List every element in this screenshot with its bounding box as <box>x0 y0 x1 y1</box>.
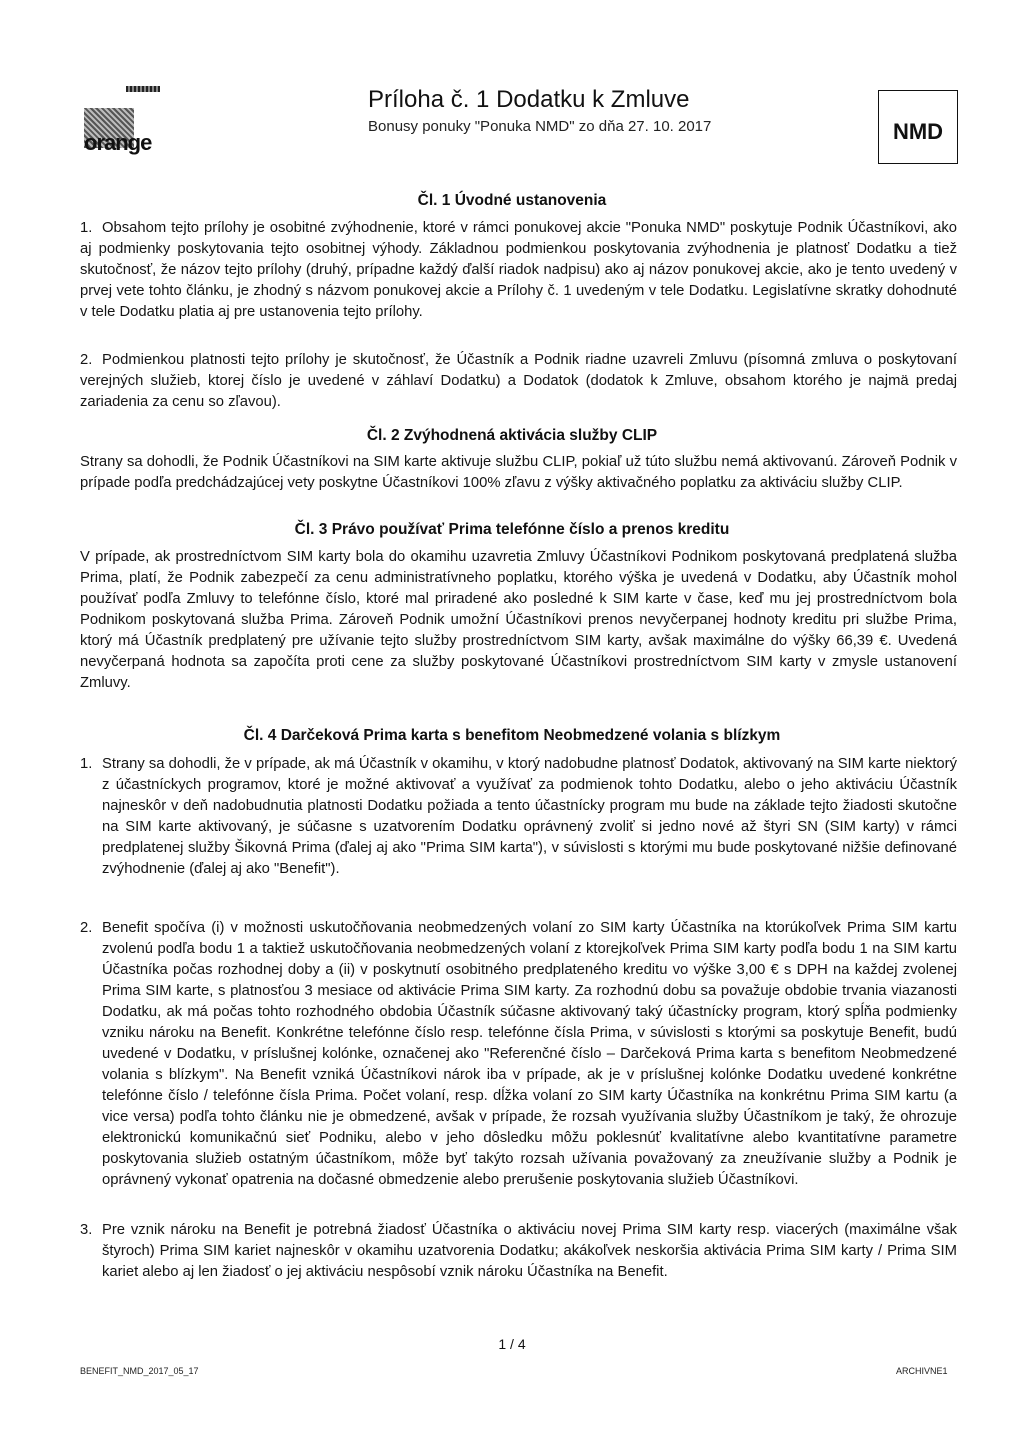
item-number: 1. <box>80 756 93 772</box>
item-text: Obsahom tejto prílohy je osobitné zvýhodnenie, ktoré v rámci ponukovej akcie "Ponuka NMD" poskytuje Podnik Účastníkovi, ako aj podmienky poskytovania tejto osobitnej výhody. Základnou podmienkou poskytovania zvýhodnenia je platnosť Dodatku a tiež skutočnosť, že názov tejto prílohy (druhý, prípadne každý ďalší riadok nadpisu) ako aj názov ponukovej akcie, ako je tento uvedený v prvej vete tohto článku, je zhodný s názvom ponukovej akcie a Prílohy č. 1 uvedeným v tele Dodatku. Legislatívne skratky dohodnuté v tele Dodatku platia aj pre ustanovenia tejto prílohy. <box>80 220 957 320</box>
item-number: 2. <box>80 352 93 368</box>
item-number: 2. <box>80 920 93 936</box>
item-text: Pre vznik nároku na Benefit je potrebná žiadosť Účastníka o aktiváciu novej Prima SIM karty resp. viacerých (maximálne však štyroch) Prima SIM kariet najneskôr v okamihu uzatvorenia Dodatku; akákoľvek neskoršia aktivácia Prima SIM karty / Prima SIM kariet alebo aj len žiadosť o jej aktiváciu nespôsobí vznik nároku Účastníka na Benefit. <box>102 1222 957 1280</box>
item-text: Strany sa dohodli, že v prípade, ak má Účastník v okamihu, v ktorý nadobudne platnosť Dodatok, aktivovaný na SIM karte niektorý z účastníckych programov, ktoré je možné aktivovať a využívať za podmienok tohto Dodatku, alebo o jeho aktiváciu Účastník najneskôr v deň nadobudnutia platnosti Dodatku požiada a tento účastnícky program mu bude na základe tejto žiadosti skutočne na SIM karte aktivovaný, je súčasne s uzatvorením Dodatku oprávnený zvoliť si jedno nové až štyri SN (SIM karty) v rámci predplatenej služby Šikovná Prima (ďalej aj ako "Prima SIM karta"), v súvislosti s ktorými mu bude poskytované nižšie definované zvýhodnenie (ďalej aj ako "Benefit"). <box>102 756 957 877</box>
archive-code: ARCHIVNE1 <box>896 1366 948 1376</box>
section-3-heading: Čl. 3 Právo používať Prima telefónne číslo a prenos kreditu <box>294 521 730 538</box>
item-number: 3. <box>80 1222 93 1238</box>
section-4-item-2 <box>80 918 957 1191</box>
section-1-heading: Čl. 1 Úvodné ustanovenia <box>417 192 607 209</box>
item-number: 1. <box>80 220 93 236</box>
document-subtitle: Bonusy ponuky "Ponuka NMD" zo dňa 27. 10. 2017 <box>368 118 712 135</box>
section-1-item-2 <box>80 350 957 413</box>
logo-mark <box>126 86 160 92</box>
item-text: Benefit spočíva (i) v možnosti uskutočňovania neobmedzených volaní zo SIM karty Účastníka na ktorúkoľvek Prima SIM kartu zvolenú podľa bodu 1 a taktiež uskutočňovania neobmedzených volaní z ktorejkoľvek Prima SIM karty podľa bodu 1 na SIM kartu Účastníka počas rozhodnej doby a (ii) v poskytnutí osobitného predplateného kreditu vo výške 3,00 € s DPH na každej zvolenej Prima SIM karte, s platnosťou 3 mesiace od aktivácie Prima SIM karty. Za rozhodnú dobu sa považuje obdobie trvania viazanosti Dodatku, ak má počas tohto rozhodného obdobia Účastník súčasne aktivovaný taký účastnícky program, ktorý spĺňa podmienky vzniku nároku na Benefit. Konkrétne telefónne číslo resp. telefónne čísla Prima, v súvislosti s ktorými sa poskytuje Benefit, budú uvedené v Dodatku, v príslušnej kolónke, označenej ako "Referenčné číslo – Darčeková Prima karta s benefitom Neobmedzené volania s blízkym". Na Benefit vzniká Účastníkovi nárok iba v prípade, ak je v príslušnej kolónke Dodatku uvedené konkrétne telefónne číslo / telefónne čísla Prima. Počet volaní, resp. dĺžka volaní zo SIM karty Účastníka na konkrétnu Prima SIM kartu (a vice versa) podľa tohto článku nie je obmedzené, avšak v prípade, že rozsah využívania služby Účastníkom je taký, že ohrozuje elektronickú komunikačnú sieť Podniku, alebo v jeho dôsledku môžu poklesnúť kvalitatívne alebo kvantitatívne parametre poskytovania služieb ostatným účastníkom, môže byť takýto rozsah užívania považovaný za zneužívanie služby a Podnik je oprávnený vykonať opatrenia na dočasné obmedzenie alebo prerušenie poskytovania služieb Účastníkovi. <box>102 920 957 1188</box>
section-4-item-1 <box>80 754 957 880</box>
document-title: Príloha č. 1 Dodatku k Zmluve <box>368 86 690 113</box>
section-1-item-1 <box>80 218 957 323</box>
page-number: 1 / 4 <box>498 1336 526 1352</box>
nmd-badge <box>878 90 958 164</box>
section-4-item-3 <box>80 1220 957 1283</box>
logo-text: orange <box>84 130 152 155</box>
document-code: BENEFIT_NMD_2017_05_17 <box>80 1366 199 1376</box>
section-3-text: V prípade, ak prostredníctvom SIM karty bola do okamihu uzavretia Zmluvy Účastníkovi Podnikom poskytovaná predplatená služba Prima, platí, že Podnik zabezpečí za cenu administratívneho poplatku, ktorého výška je uvedená v Dodatku, aby Účastník mohol používať podľa Zmluvy to telefónne číslo, ktoré mal priradené ako posledné k SIM karte v čase, keď mu jej prostredníctvom bola Podnikom poskytovaná služba Prima. Zároveň Podnik umožní Účastníkovi prenos nevyčerpanej hodnoty kreditu pri službe Prima, ktorý má Účastník predplatený pre užívanie tejto služby prostredníctvom SIM karty, avšak maximálne do výšky 66,39 €. Uvedená nevyčerpaná hodnota sa započíta proti cene za služby poskytované Účastníkovi prostredníctvom SIM karty v zmysle ustanovení Zmluvy. <box>80 549 957 691</box>
nmd-badge-label: NMD <box>892 119 944 144</box>
section-2-heading: Čl. 2 Zvýhodnená aktivácia služby CLIP <box>366 427 658 444</box>
item-text: Podmienkou platnosti tejto prílohy je skutočnosť, že Účastník a Podnik riadne uzavreli Zmluvu (písomná zmluva o poskytovaní verejných služieb, ktorej číslo je uvedené v záhlaví Dodatku) a Dodatok (dodatok k Zmluve, obsahom ktorého je najmä predaj zariadenia za cenu so zľavou). <box>80 352 957 410</box>
section-4-heading: Čl. 4 Darčeková Prima karta s benefitom Neobmedzené volania s blízkym <box>243 727 781 744</box>
section-2-text: Strany sa dohodli, že Podnik Účastníkovi na SIM karte aktivuje službu CLIP, pokiaľ už túto službu nemá aktivovanú. Zároveň Podnik v prípade podľa predchádzajúcej vety poskytne Účastníkovi 100% zľavu z výšky aktivačného poplatku za aktiváciu služby CLIP. <box>80 454 957 491</box>
orange-logo <box>82 86 152 158</box>
